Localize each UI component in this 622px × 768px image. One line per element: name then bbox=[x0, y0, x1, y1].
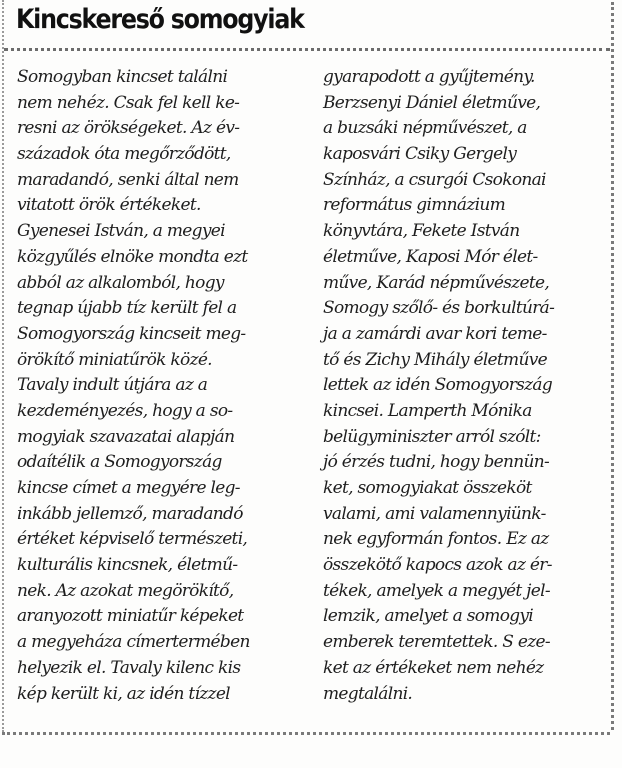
article-text-line: aranyozott miniatűr képeket bbox=[17, 606, 244, 627]
article-column-right bbox=[323, 65, 613, 707]
article-text-line: resni az örökségeket. Az év- bbox=[17, 118, 240, 139]
article-text-line: jó érzés tudni, hogy bennün- bbox=[323, 452, 550, 473]
article-text-line: műve, Karád népművészete, bbox=[323, 272, 550, 293]
article-text-line: lemzik, amelyet a somogyi bbox=[323, 606, 534, 627]
article-text-line: maradandó, senki által nem bbox=[17, 169, 239, 190]
article-text-line: református gimnázium bbox=[323, 195, 505, 216]
article-text-line: megtalálni. bbox=[323, 683, 413, 704]
article-text-line: örökítő miniatűrök közé. bbox=[17, 349, 212, 370]
article-text-line: kincse címet a megyére leg- bbox=[17, 478, 240, 498]
article-text-line: mogyiak szavazatai alapján bbox=[17, 426, 235, 447]
article-text-line: odaítélik a Somogyország bbox=[17, 452, 222, 473]
article-text-line: helyezik el. Tavaly kilenc kis bbox=[17, 657, 241, 678]
article-text-line: a megyeháza címertermében bbox=[17, 632, 250, 653]
article-text-line: tegnap újabb tíz került fel a bbox=[17, 298, 237, 319]
article-text-line: értéket képviselő természeti, bbox=[17, 529, 248, 550]
article-text-line: a buzsáki népművészet, a bbox=[323, 118, 527, 139]
article-text-line: kezdeményezés, hogy a so- bbox=[17, 400, 233, 421]
article-text-line: Somogyország kincseit meg- bbox=[17, 323, 246, 344]
article-text-line: kép került ki, az idén tízzel bbox=[17, 683, 230, 704]
article-text-line: vitatott örök értékeket. bbox=[17, 195, 201, 216]
article-text-line: Somogy szőlő- és borkultúrá- bbox=[323, 298, 555, 319]
article-text-line: összekötő kapocs azok az ér- bbox=[323, 555, 552, 576]
article-text-line: századok óta megőrződött, bbox=[17, 144, 231, 165]
headline-dotted-rule bbox=[4, 48, 610, 51]
article-text-line: életműve, Kaposi Mór élet- bbox=[323, 246, 538, 267]
article-text-line: belügyminiszter arról szólt: bbox=[323, 426, 541, 447]
article-column-left bbox=[17, 65, 317, 707]
article-text-line: emberek teremtettek. S eze- bbox=[323, 632, 550, 653]
left-dotted-border bbox=[2, 0, 4, 732]
article-text-line: nek egyformán fontos. Ez az bbox=[323, 529, 549, 550]
article-text-line: lettek az idén Somogyország bbox=[323, 375, 553, 396]
article-text-line: nek. Az azokat megörökítő, bbox=[17, 580, 234, 601]
article-text-line: nem nehéz. Csak fel kell ke- bbox=[17, 92, 240, 113]
article-text-line: abból az alkalomból, hogy bbox=[17, 272, 224, 293]
article-text-line: kincsei. Lamperth Mónika bbox=[323, 400, 532, 421]
article-text-line: gyarapodott a gyűjtemény. bbox=[323, 67, 535, 87]
article-text-line: Tavaly indult útjára az a bbox=[17, 375, 208, 396]
article-text-line: kulturális kincsnek, életmű- bbox=[17, 555, 238, 576]
bottom-dotted-border bbox=[2, 732, 610, 735]
article-text-line: Színház, a csurgói Csokonai bbox=[323, 169, 546, 190]
article-text-line: könyvtára, Fekete István bbox=[323, 221, 520, 242]
article-text-line: ja a zamárdi avar kori teme- bbox=[323, 323, 547, 344]
article-text-line: tő és Zichy Mihály életműve bbox=[323, 349, 547, 370]
article-text-line: kaposvári Csiky Gergely bbox=[323, 144, 517, 165]
article-headline: Kincskereső somogyiak bbox=[16, 4, 304, 35]
article-text-line: Gyenesei István, a megyei bbox=[17, 221, 225, 242]
article-text-line: tékek, amelyek a megyét jel- bbox=[323, 580, 550, 601]
article-text-line: Berzsenyi Dániel életműve, bbox=[323, 92, 541, 113]
article-text-line: ket, somogyiakat összeköt bbox=[323, 478, 532, 498]
article-text-line: ket az értékeket nem nehéz bbox=[323, 657, 544, 678]
article-text-line: közgyűlés elnöke mondta ezt bbox=[17, 246, 248, 267]
article-text-line: Somogyban kincset találni bbox=[17, 67, 228, 87]
article-text-line: inkább jellemző, maradandó bbox=[17, 503, 243, 524]
article-text-line: valami, ami valamennyiünk- bbox=[323, 503, 546, 524]
